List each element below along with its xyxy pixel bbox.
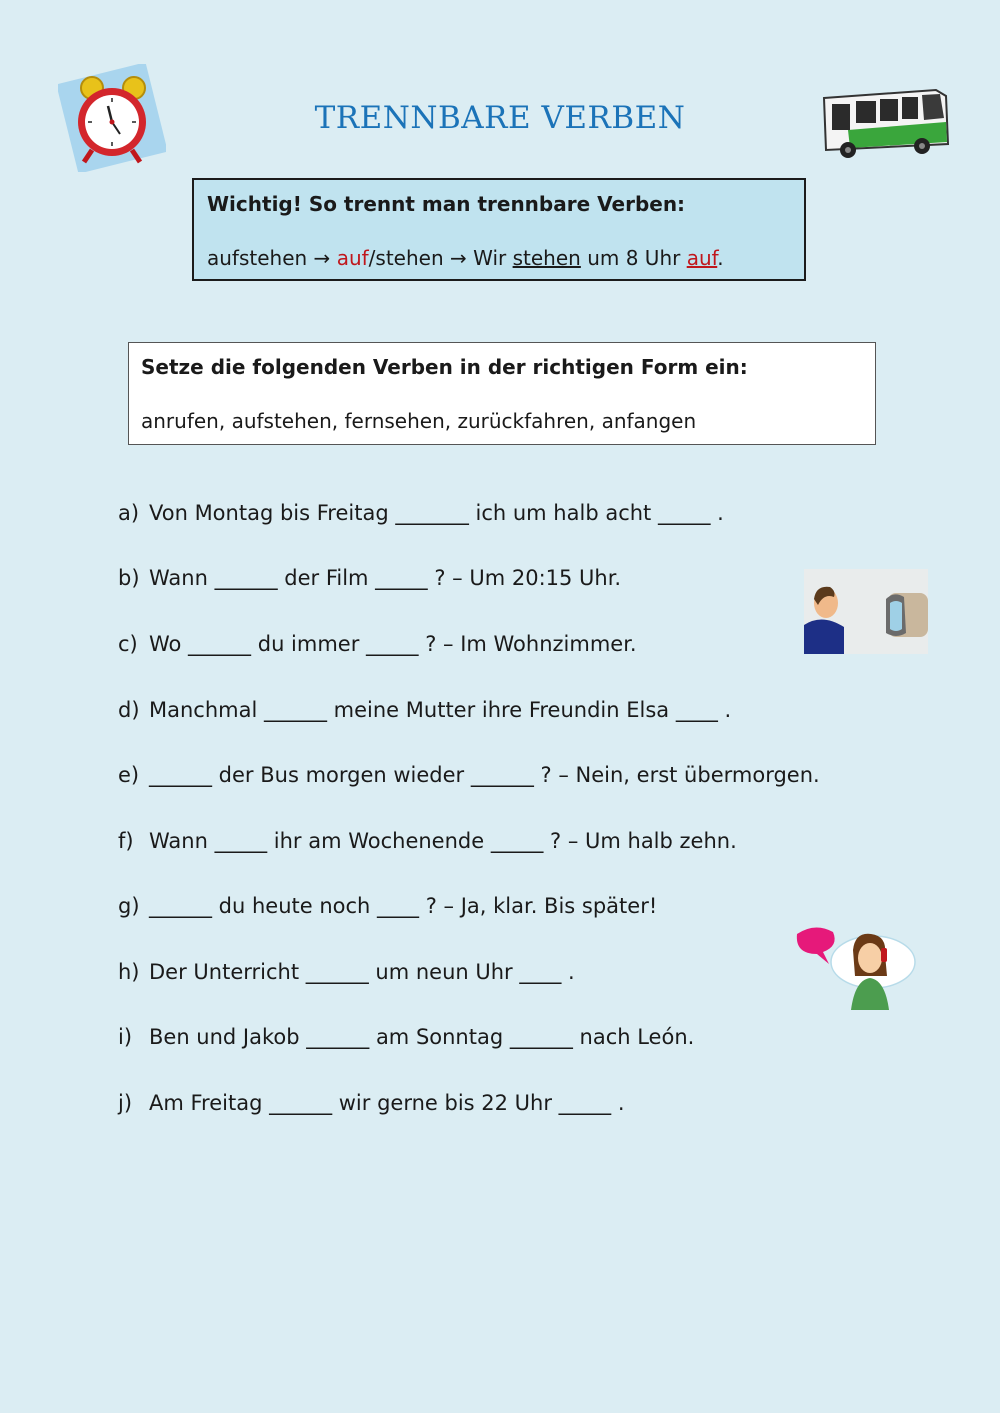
sentence-mid: um 8 Uhr: [580, 246, 687, 270]
exercise-label: d): [118, 698, 140, 722]
exercise-label: a): [118, 501, 140, 525]
exercise-text: Manchmal ______ meine Mutter ihre Freundin Elsa ____ .: [149, 698, 732, 722]
verb-list: anrufen, aufstehen, fernsehen, zurückfahren, anfangen: [141, 409, 697, 433]
boy-watching-tv-icon: [804, 569, 928, 654]
exercise-label: i): [118, 1025, 133, 1049]
exercise-b: [118, 566, 621, 590]
exercise-i: [118, 1025, 694, 1049]
exercise-text: Wann ______ der Film _____ ? – Um 20:15 Uhr.: [149, 566, 622, 590]
info-prefix: auf: [336, 246, 369, 270]
exercise-j: [118, 1091, 625, 1115]
info-heading: Wichtig! So trennt man trennbare Verben:: [207, 192, 686, 216]
arrow-icon: →: [443, 246, 474, 270]
exercise-label: c): [118, 632, 138, 656]
exercise-h: [118, 960, 575, 984]
exercise-d: [118, 698, 731, 722]
exercise-text: ______ der Bus morgen wieder ______ ? – Nein, erst übermorgen.: [149, 763, 820, 787]
exercise-label: j): [118, 1091, 133, 1115]
girl-on-phone-icon: [789, 920, 917, 1010]
exercise-g: [118, 894, 657, 918]
bus-icon: [818, 84, 952, 162]
exercise-a: [118, 501, 724, 525]
exercise-text: Wann _____ ihr am Wochenende _____ ? – Um halb zehn.: [149, 829, 737, 853]
exercise-text: Von Montag bis Freitag _______ ich um halb acht _____ .: [149, 501, 724, 525]
sentence-prefix: auf: [686, 246, 718, 270]
exercise-text: Wo ______ du immer _____ ? – Im Wohnzimmer.: [149, 632, 637, 656]
exercise-label: f): [118, 829, 134, 853]
exercise-text: Am Freitag ______ wir gerne bis 22 Uhr _____ .: [149, 1091, 625, 1115]
exercise-label: b): [118, 566, 140, 590]
exercise-label: g): [118, 894, 140, 918]
exercise-text: ______ du heute noch ____ ? – Ja, klar. Bis später!: [149, 894, 658, 918]
info-box: [192, 178, 806, 281]
exercise-text: Der Unterricht ______ um neun Uhr ____ .: [149, 960, 575, 984]
task-heading: Setze die folgenden Verben in der richtigen Form ein:: [141, 355, 748, 379]
sentence-end: .: [717, 246, 724, 270]
exercise-f: [118, 829, 737, 853]
info-verb: aufstehen: [207, 246, 308, 270]
exercise-label: e): [118, 763, 140, 787]
exercise-text: Ben und Jakob ______ am Sonntag ______ nach León.: [149, 1025, 695, 1049]
sentence-start: Wir: [473, 246, 513, 270]
sentence-verb: stehen: [512, 246, 581, 270]
exercise-label: h): [118, 960, 140, 984]
exercise-e: [118, 763, 820, 787]
arrow-icon: →: [307, 246, 337, 270]
page-title: TRENNBARE VERBEN: [314, 100, 686, 136]
task-box: [128, 342, 876, 445]
info-stem: /stehen: [368, 246, 444, 270]
info-example: [207, 246, 724, 270]
exercise-c: [118, 632, 637, 656]
